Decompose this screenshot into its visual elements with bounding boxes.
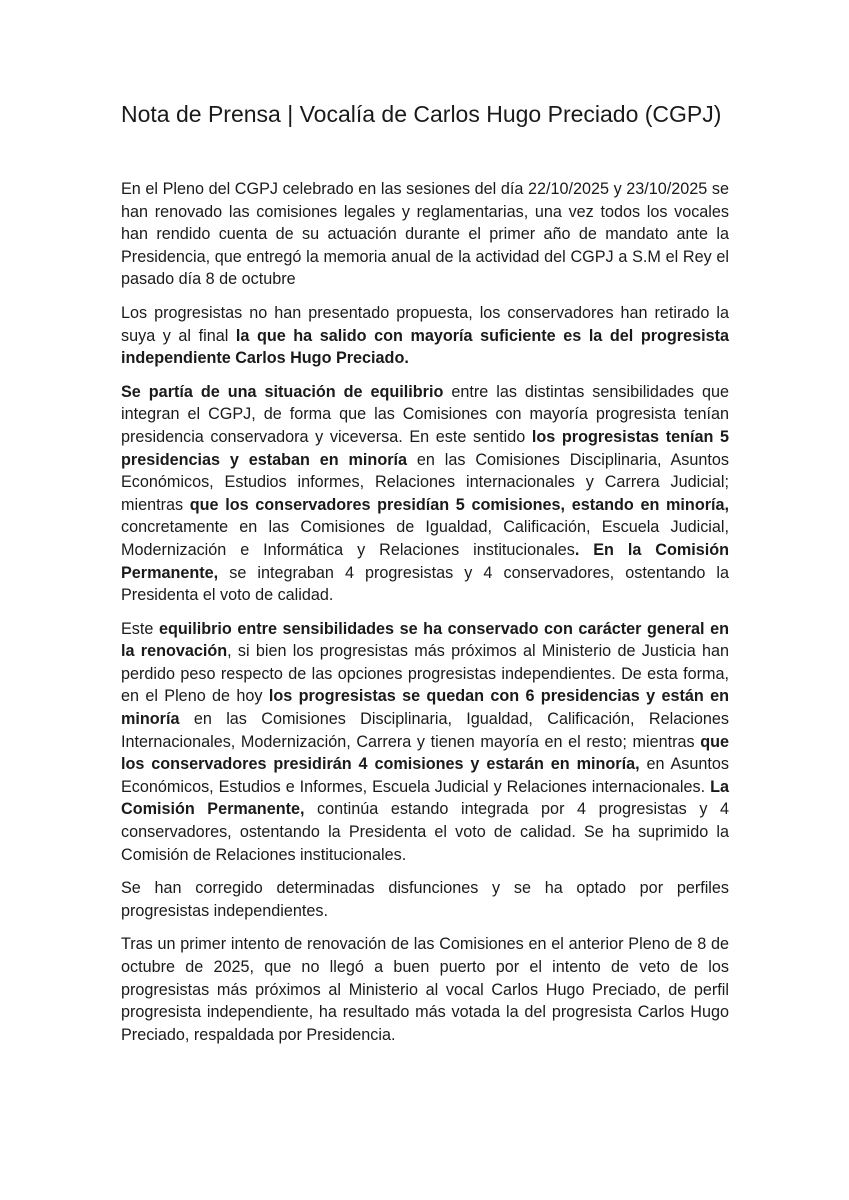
paragraph-5: [121, 877, 729, 922]
bold-text-run: los progresistas tenían 5 presidencias y estaban en minoría: [121, 427, 730, 469]
text-run: continúa estando integrada por 4 progresistas y 4 conservadores, ostentando la Presidenta el voto de calidad. Se ha suprimido la Comisión de Relaciones institucionales.: [121, 800, 729, 864]
text-run: en las Comisiones Disciplinaria, Igualdad, Calificación, Relaciones Internacionales, Modernización, Carrera y tienen mayoría en el resto; mientras: [121, 710, 729, 751]
paragraph-6: [121, 933, 729, 1046]
text-run: Los progresistas no han presentado propuesta, los conservadores han retirado la suya y al final: [121, 303, 729, 345]
text-run: , si bien los progresistas más próximos al Ministerio de Justicia han perdido peso respecto de las opciones progresistas independientes. De esta forma, en el Pleno de hoy: [121, 642, 730, 706]
press-release-document: [121, 96, 729, 1046]
text-run: se integraban 4 progresistas y 4 conservadores, ostentando la Presidenta el voto de calidad.: [121, 563, 729, 605]
text-run: En el Pleno del CGPJ celebrado en las sesiones del día 22/10/2025 y 23/10/2025 se han renovado las comisiones legales y reglamentarias, una vez todos los vocales han rendido cuenta de su actuación durante el primer año de mandato ante la Presidencia, que entregó la memoria anual de la actividad del CGPJ a S.M el Rey el pasado día 8 de octubre: [121, 180, 729, 289]
paragraph-4: [121, 618, 729, 867]
bold-text-run: Se partía de una situación de equilibrio: [121, 382, 444, 401]
text-run: en Asuntos Económicos, Estudios e Informes, Escuela Judicial y Relaciones internacionales.: [121, 755, 729, 796]
bold-text-run: la que ha salido con mayoría suficiente es la del progresista independiente Carlos Hugo Preciado.: [121, 326, 730, 368]
text-run: Tras un primer intento de renovación de las Comisiones en el anterior Pleno de 8 de octubre de 2025, que no llegó a buen puerto por el intento de veto de los progresistas más próximos al Ministerio al vocal Carlos Hugo Preciado, de perfil progresista independiente, ha resultado más votada la del progresista Carlos Hugo Preciado, respaldada por Presidencia.: [121, 935, 729, 1044]
bold-text-run: La Comisión Permanente,: [121, 777, 729, 819]
bold-text-run: los progresistas se quedan con 6 presidencias y están en minoría: [121, 687, 729, 729]
paragraph-2: [121, 302, 729, 370]
paragraph-1: [121, 178, 729, 291]
document-body: [121, 178, 729, 1046]
text-run: Se han corregido determinadas disfunciones y se ha optado por perfiles progresistas independientes.: [121, 879, 729, 920]
paragraph-3: [121, 381, 729, 607]
bold-text-run: . En la Comisión Permanente,: [121, 540, 730, 582]
bold-text-run: equilibrio entre sensibilidades se ha conservado con carácter general en la renovación: [121, 619, 729, 661]
bold-text-run: que los conservadores presidían 5 comisiones, estando en minoría,: [189, 495, 730, 514]
text-run: Este: [121, 619, 159, 638]
bold-text-run: que los conservadores presidirán 4 comisiones y estarán en minoría,: [121, 732, 729, 774]
text-run: concretamente en las Comisiones de Igualdad, Calificación, Escuela Judicial, Modernización e Informática y Relaciones institucionales: [121, 518, 729, 559]
document-title: Nota de Prensa | Vocalía de Carlos Hugo Preciado (CGPJ): [121, 101, 722, 127]
text-run: en las Comisiones Disciplinaria, Asuntos Económicos, Estudios informes, Relaciones internacionales y Carrera Judicial; mientras: [121, 450, 729, 514]
text-run: entre las distintas sensibilidades que integran el CGPJ, de forma que las Comisiones con mayoría progresista tenían presidencia conservadora y viceversa. En este sentido: [121, 382, 730, 446]
